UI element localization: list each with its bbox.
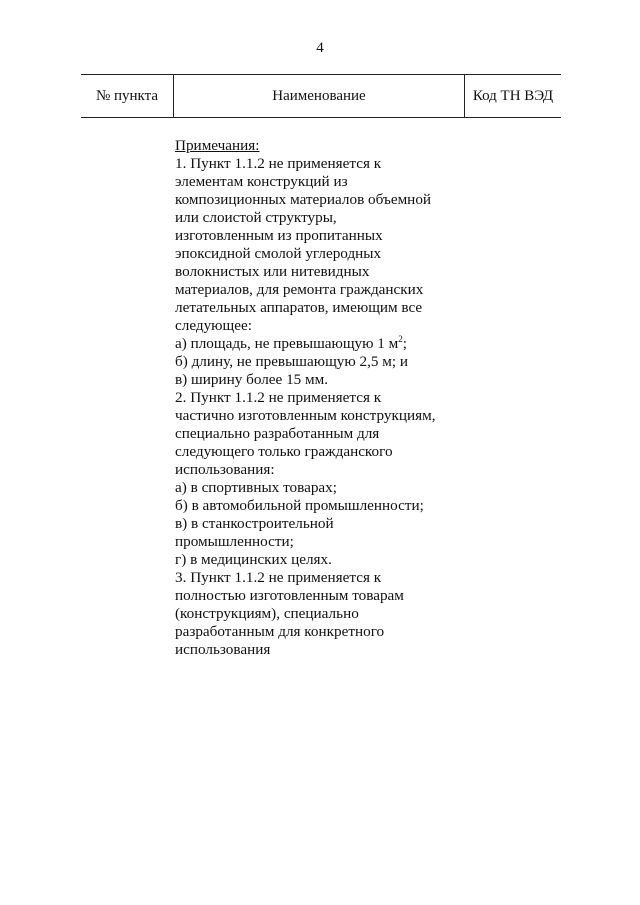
note-line: а) в спортивных товарах;: [175, 479, 337, 496]
note-line: волокнистых или нитевидных: [175, 263, 370, 280]
notes-block: [175, 137, 475, 659]
notes-title: Примечания:: [175, 137, 260, 154]
note-line: частично изготовленным конструкциям,: [175, 407, 436, 424]
note-line-area: [175, 335, 475, 353]
note-line: специально разработанным для: [175, 425, 380, 442]
note-line: использования: [175, 641, 271, 658]
note-line: в) ширину более 15 мм.: [175, 371, 329, 388]
area-prefix: а) площадь, не превышающую 1 м: [175, 335, 399, 352]
note-line: 2. Пункт 1.1.2 не применяется к: [175, 389, 382, 406]
column-header-name: Наименование: [174, 75, 465, 117]
note-line: 3. Пункт 1.1.2 не применяется к: [175, 569, 382, 586]
note-line: материалов, для ремонта гражданских: [175, 281, 424, 298]
note-line: композиционных материалов объемной: [175, 191, 432, 208]
note-line: б) в автомобильной промышленности;: [175, 497, 424, 514]
note-line: 1. Пункт 1.1.2 не применяется к: [175, 155, 382, 172]
note-line: летательных аппаратов, имеющим все: [175, 299, 423, 316]
note-line: в) в станкостроительной: [175, 515, 334, 532]
note-line: изготовленным из пропитанных: [175, 227, 383, 244]
note-line: полностью изготовленным товарам: [175, 587, 404, 604]
note-line: (конструкциям), специально: [175, 605, 359, 622]
column-header-code: Код ТН ВЭД: [472, 87, 554, 104]
note-line: или слоистой структуры,: [175, 209, 337, 226]
note-line: следующее:: [175, 317, 252, 334]
note-line: следующего только гражданского: [175, 443, 393, 460]
note-line: г) в медицинских целях.: [175, 551, 332, 568]
note-line: эпоксидной смолой углеродных: [175, 245, 382, 262]
area-superscript: 2: [398, 333, 403, 344]
note-line: использования:: [175, 461, 275, 478]
column-header-number: № пункта: [81, 75, 174, 117]
note-line: элементам конструкций из: [175, 173, 348, 190]
table-header: [81, 74, 561, 118]
note-line: б) длину, не превышающую 2,5 м; и: [175, 353, 409, 370]
note-line: разработанным для конкретного: [175, 623, 385, 640]
area-suffix: ;: [402, 335, 408, 352]
page-number: 4: [316, 40, 324, 56]
note-line: промышленности;: [175, 533, 294, 550]
